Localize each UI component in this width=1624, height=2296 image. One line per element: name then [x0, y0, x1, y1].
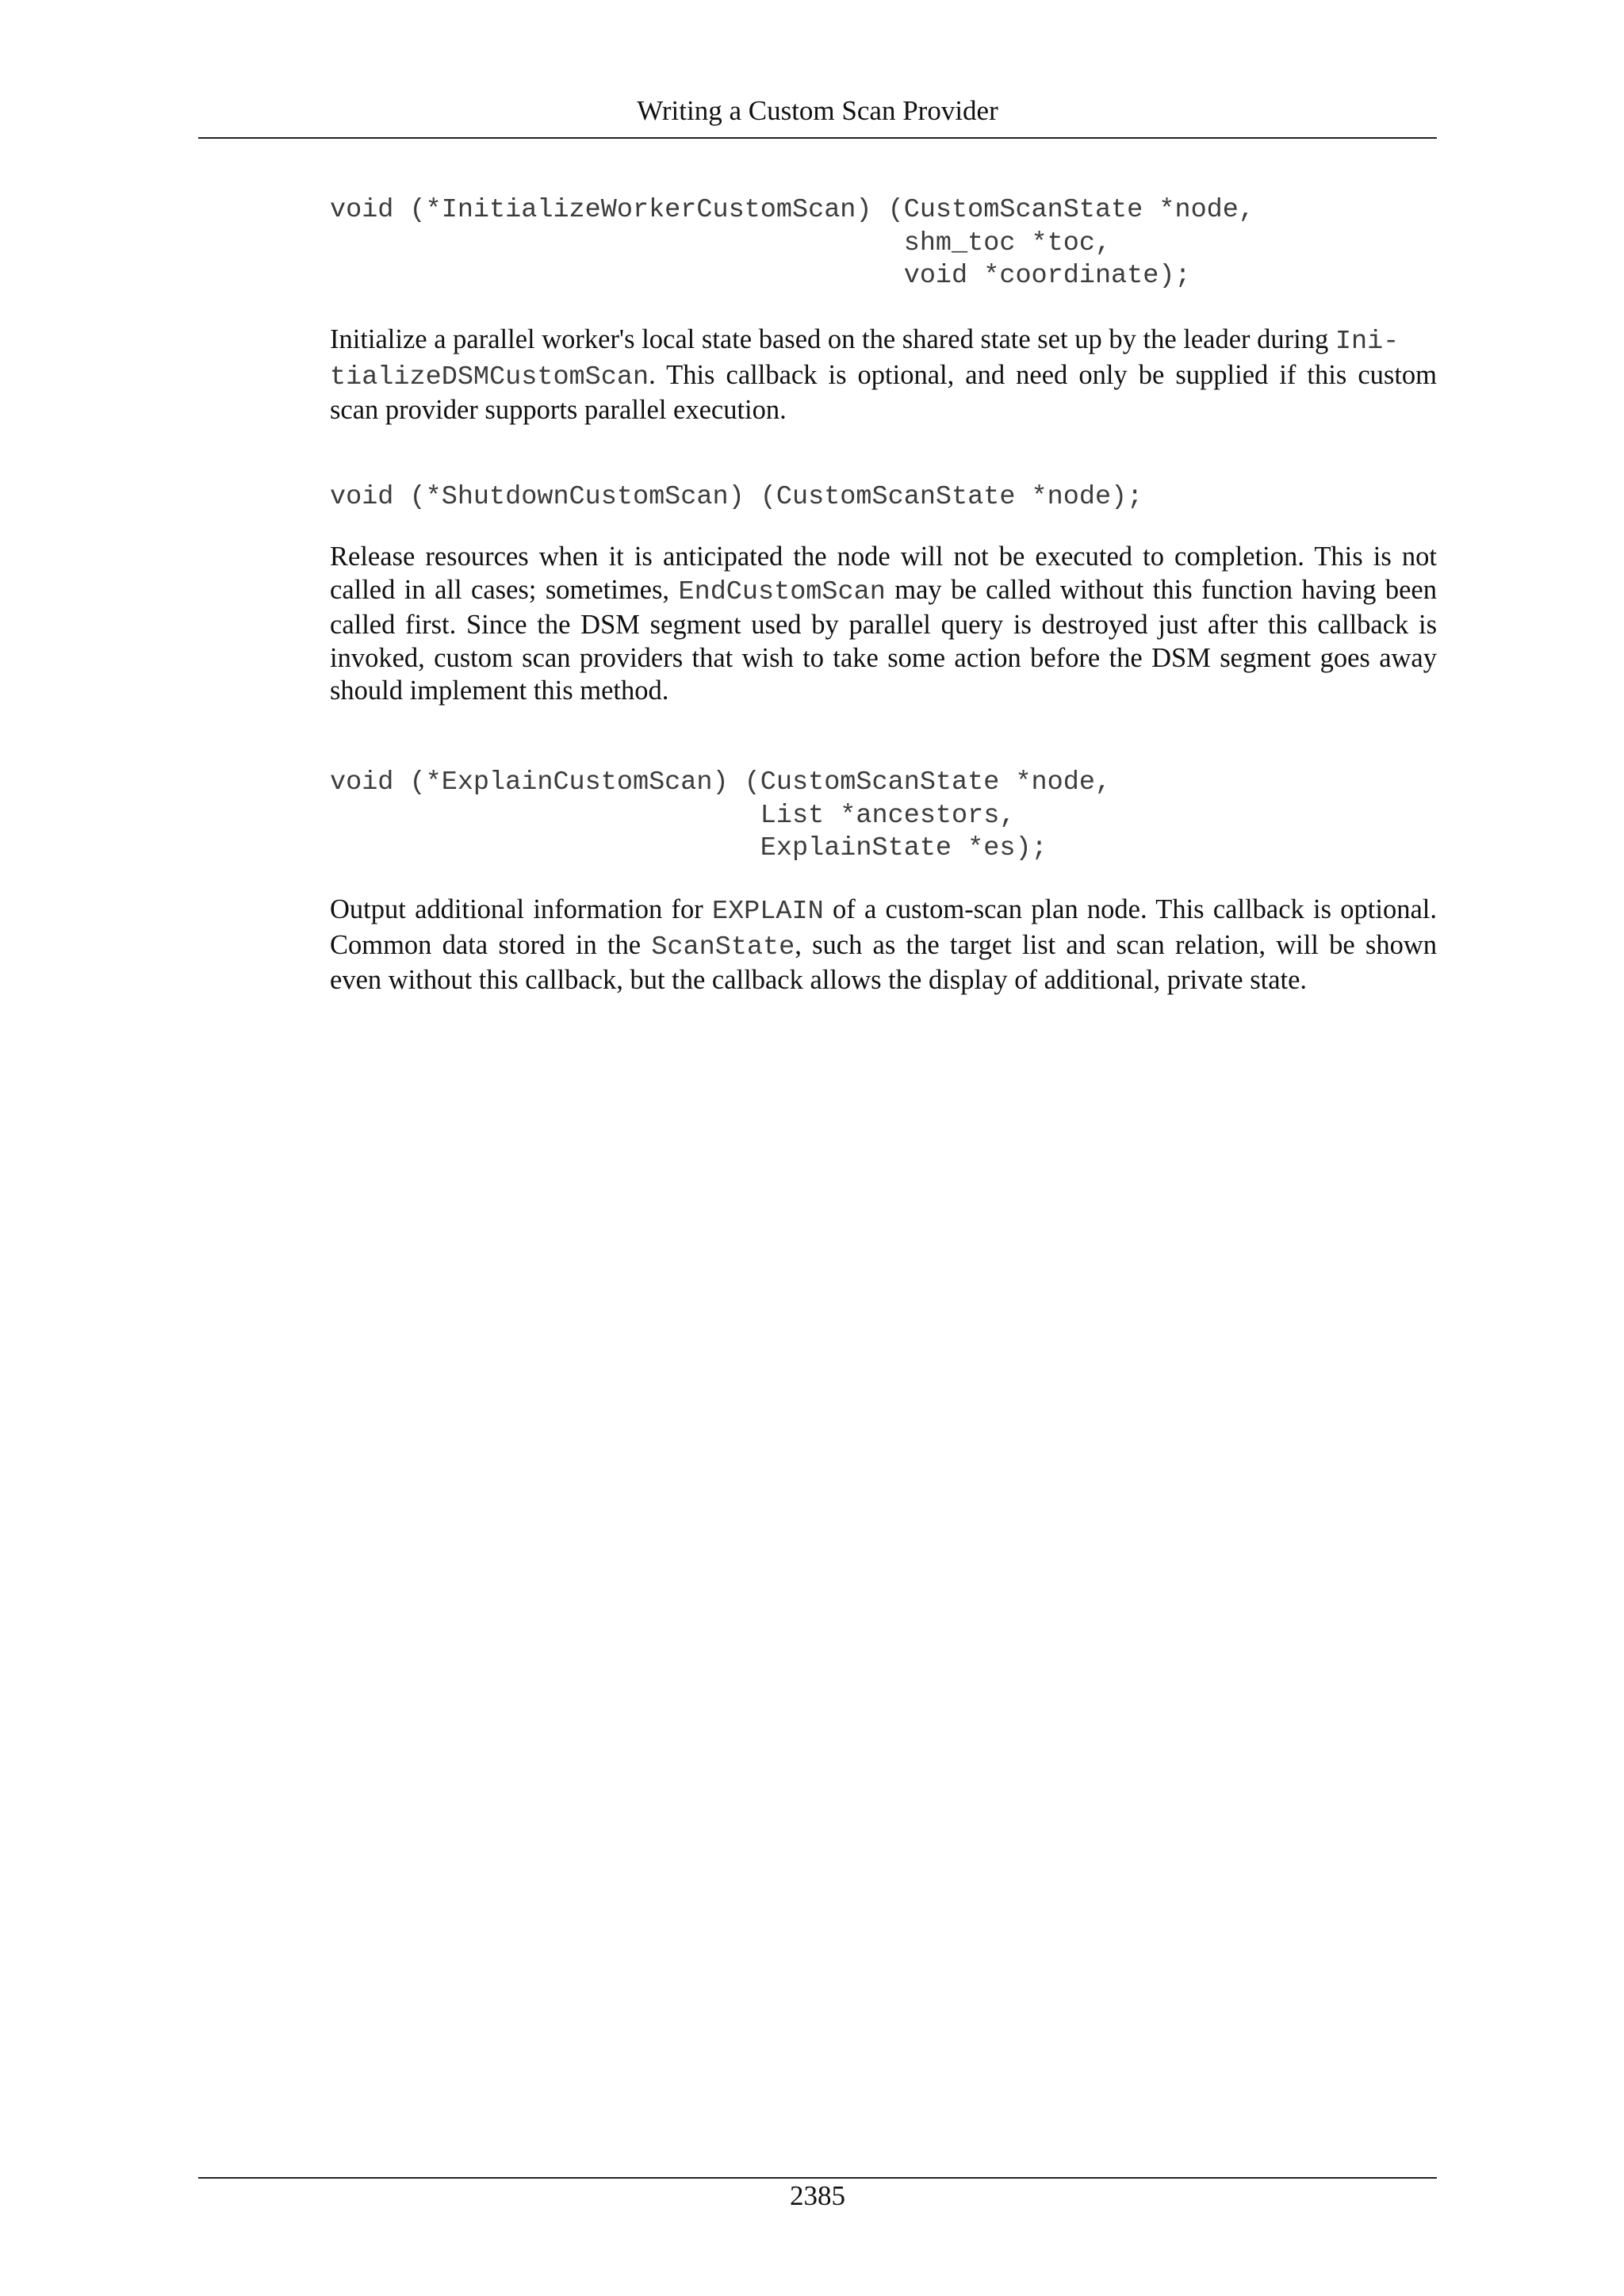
shutdown-custom-scan-description — [330, 541, 1437, 708]
description-text: Release resources when it is anticipated the node will not be executed to completion. This is not called in all cases; sometimes, — [330, 541, 1437, 605]
description-text: of a custom-scan plan node. This callback is optional. Common data stored in the — [330, 894, 1437, 960]
inline-code-end-custom-scan: EndCustomScan — [678, 576, 886, 607]
inline-code-initialize-dsm-custom-scan: Ini- tializeDSMCustomScan — [330, 327, 1400, 392]
explain-custom-scan-signature: void (*ExplainCustomScan) (CustomScanState *node, List *ancestors, ExplainState *es); — [330, 767, 1112, 863]
running-header-title: Writing a Custom Scan Provider — [637, 95, 998, 126]
shutdown-custom-scan-signature: void (*ShutdownCustomScan) (CustomScanState *node); — [330, 482, 1143, 512]
inline-code-scan-state: ScanState — [651, 932, 795, 962]
description-text: , such as the target list and scan relation, will be shown even without this callback, but the callback allows the display of additional, private state. — [330, 929, 1437, 995]
explain-custom-scan-description — [330, 894, 1437, 997]
inline-code-explain: EXPLAIN — [711, 897, 824, 927]
page-number: 2385 — [790, 2180, 845, 2211]
description-text: Initialize a parallel worker's local state based on the shared state set up by the leader during — [330, 324, 1335, 354]
description-text: . This callback is optional, and need only be supplied if this custom scan provider supports parallel execution. — [330, 359, 1437, 425]
description-text: may be called without this function having been called first. Since the DSM segment used by parallel query is destroyed just after this callback is invoked, custom scan providers that wish to take some action before the DSM segment goes away should implement this method. — [330, 574, 1437, 706]
initialize-worker-custom-scan-signature: void (*InitializeWorkerCustomScan) (CustomScanState *node, shm_toc *toc, void *coordinate); — [330, 195, 1254, 291]
description-text: Output additional information for — [330, 894, 712, 924]
initialize-worker-custom-scan-description — [330, 323, 1437, 427]
header-rule — [198, 137, 1437, 139]
